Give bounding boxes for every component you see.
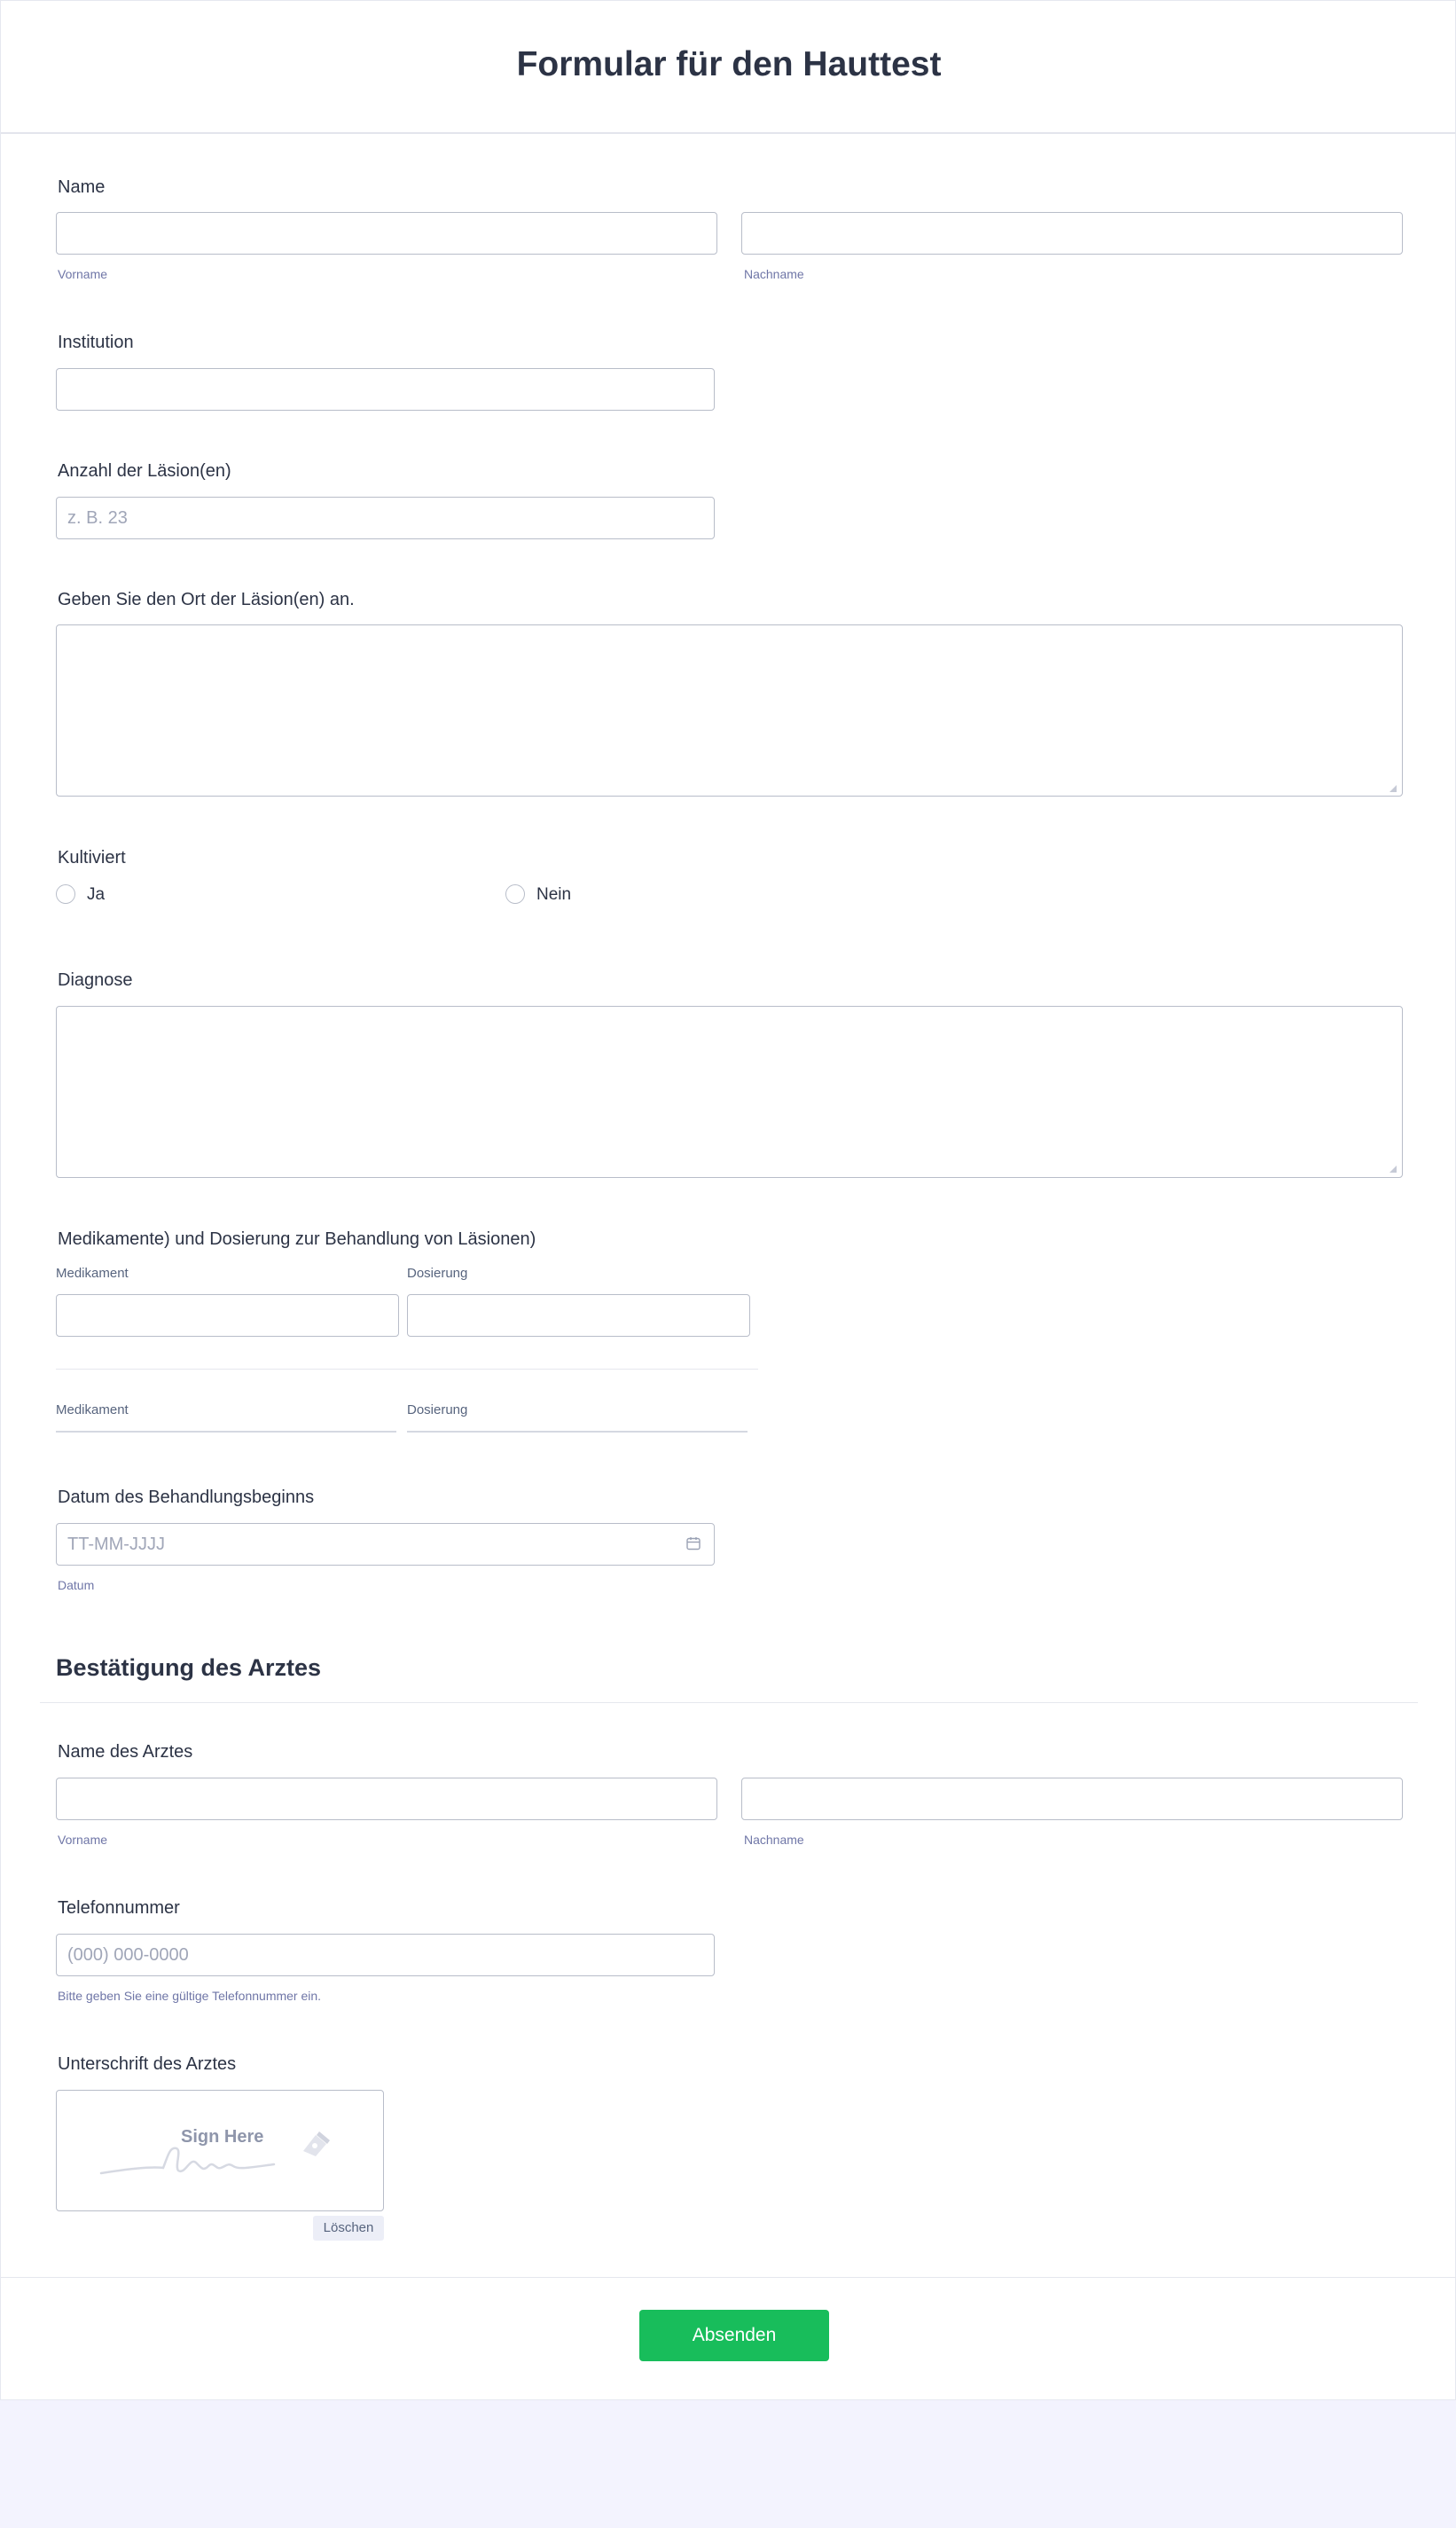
first-name-input[interactable] bbox=[56, 212, 717, 255]
clear-signature-button[interactable]: Löschen bbox=[313, 2216, 384, 2241]
calendar-icon[interactable] bbox=[685, 1535, 701, 1556]
dosage-row2-underline[interactable] bbox=[407, 1431, 748, 1433]
row-divider bbox=[56, 1369, 758, 1370]
pen-icon bbox=[298, 2126, 335, 2163]
last-name-sublabel: Nachname bbox=[744, 267, 804, 281]
cultivated-label: Kultiviert bbox=[58, 848, 126, 868]
doctor-first-name-input[interactable] bbox=[56, 1778, 717, 1820]
radio-yes[interactable] bbox=[56, 884, 75, 904]
signature-label: Unterschrift des Arztes bbox=[58, 2054, 237, 2074]
header-divider bbox=[1, 132, 1456, 134]
medication-input-row1[interactable] bbox=[56, 1294, 399, 1337]
resize-handle-icon[interactable] bbox=[1389, 785, 1397, 792]
submit-button[interactable]: Absenden bbox=[639, 2310, 829, 2361]
signature-scribble-icon bbox=[97, 2131, 309, 2184]
medication-row2-label: Medikament bbox=[56, 1402, 129, 1417]
first-name-sublabel: Vorname bbox=[58, 267, 108, 281]
phone-hint: Bitte geben Sie eine gültige Telefonnummer ein. bbox=[58, 1989, 322, 2003]
lesion-location-textarea[interactable] bbox=[56, 624, 1403, 797]
section-divider bbox=[40, 1702, 1418, 1703]
lesion-count-label: Anzahl der Läsion(en) bbox=[58, 461, 231, 481]
radio-no[interactable] bbox=[505, 884, 525, 904]
institution-label: Institution bbox=[58, 333, 134, 352]
start-date-label: Datum des Behandlungsbeginns bbox=[58, 1488, 315, 1507]
phone-label: Telefonnummer bbox=[58, 1898, 180, 1918]
lesion-count-input[interactable] bbox=[56, 497, 715, 539]
radio-yes-label[interactable]: Ja bbox=[87, 885, 106, 904]
doctor-first-name-sublabel: Vorname bbox=[58, 1833, 108, 1847]
footer-divider bbox=[1, 2277, 1456, 2278]
name-label: Name bbox=[58, 177, 106, 197]
diagnosis-textarea[interactable] bbox=[56, 1006, 1403, 1178]
form-title: Formular für den Hauttest bbox=[516, 45, 942, 83]
sign-here-prompt: Sign Here bbox=[181, 2127, 264, 2147]
medication-label: Medikamente) und Dosierung zur Behandlung von Läsionen) bbox=[58, 1229, 536, 1249]
start-date-sublabel: Datum bbox=[58, 1578, 95, 1592]
signature-pad[interactable] bbox=[56, 2090, 384, 2211]
section-title: Bestätigung des Arztes bbox=[56, 1654, 322, 1681]
phone-input[interactable] bbox=[56, 1934, 715, 1976]
radio-no-label[interactable]: Nein bbox=[536, 885, 572, 904]
lesion-location-label: Geben Sie den Ort der Läsion(en) an. bbox=[58, 590, 355, 609]
last-name-input[interactable] bbox=[741, 212, 1403, 255]
doctor-last-name-sublabel: Nachname bbox=[744, 1833, 804, 1847]
dosage-row2-label: Dosierung bbox=[407, 1402, 468, 1417]
start-date-input[interactable] bbox=[56, 1523, 715, 1566]
diagnosis-label: Diagnose bbox=[58, 970, 133, 990]
dosage-input-row1[interactable] bbox=[407, 1294, 750, 1337]
institution-input[interactable] bbox=[56, 368, 715, 411]
doctor-name-label: Name des Arztes bbox=[58, 1742, 193, 1762]
medication-row2-underline[interactable] bbox=[56, 1431, 396, 1433]
doctor-last-name-input[interactable] bbox=[741, 1778, 1403, 1820]
resize-handle-icon[interactable] bbox=[1389, 1166, 1397, 1173]
medication-column-header: Medikament bbox=[56, 1266, 129, 1281]
dosage-column-header: Dosierung bbox=[407, 1266, 468, 1281]
